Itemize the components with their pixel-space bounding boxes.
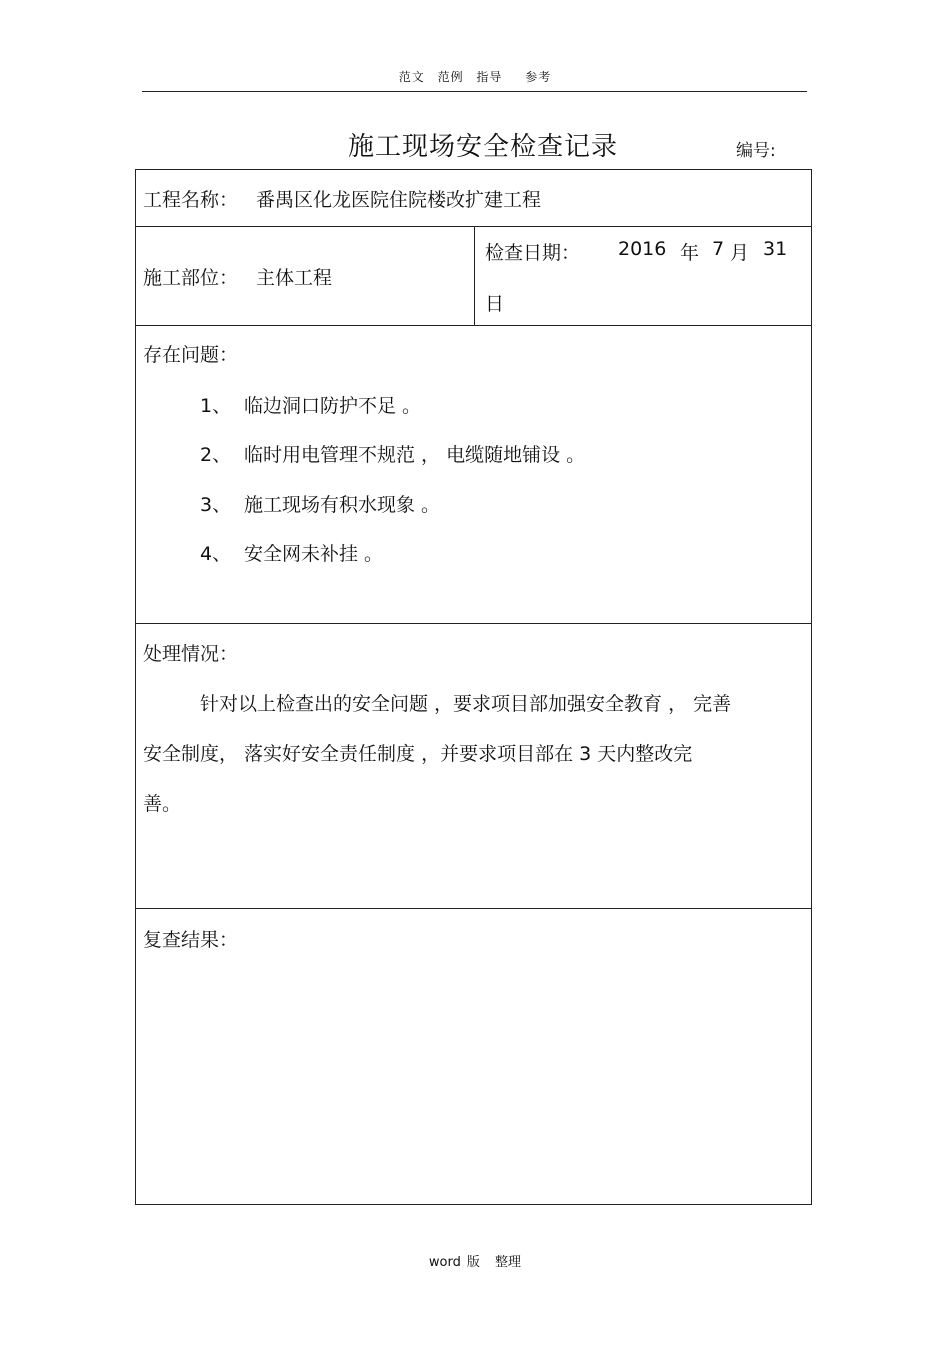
issue-text: 临边洞口防护不足 。 [244, 395, 422, 417]
footer-item: 整理 [495, 1255, 522, 1270]
footer-item: 版 [466, 1255, 480, 1270]
project-name-value: 番禺区化龙医院住院楼改扩建工程 [256, 189, 542, 211]
handling-row [136, 624, 811, 909]
serial-number-label: 编号: [736, 141, 776, 161]
inspection-date-label: 检查日期： [485, 242, 581, 264]
header-item: 范例 [437, 70, 464, 84]
inspection-date-day-unit: 日 [485, 293, 505, 315]
issue-number: 3、 [200, 494, 232, 516]
inspection-form [135, 169, 812, 1205]
inspection-date-month: 7 [712, 238, 725, 260]
document-title: 施工现场安全检查记录 [348, 132, 619, 162]
handling-text-line: 针对以上检查出的安全问题 ，要求项目部加强安全教育 ， 完善 [200, 693, 732, 715]
issues-row [136, 326, 811, 624]
review-row [136, 909, 811, 1206]
handling-text-line: 善。 [143, 793, 182, 815]
column-divider [474, 227, 475, 325]
inspection-date-month-unit: 月 [730, 242, 750, 264]
footer-item: word [428, 1255, 461, 1270]
header-item: 指导 [476, 70, 503, 84]
header-divider [142, 91, 807, 92]
inspection-date-day: 31 [763, 238, 788, 260]
inspection-date-year-unit: 年 [680, 242, 700, 264]
inspection-date-year: 2016 [618, 238, 667, 260]
review-label: 复查结果： [143, 929, 239, 951]
issue-text: 施工现场有积水现象 。 [244, 494, 441, 516]
issue-number: 4、 [200, 543, 232, 565]
page-footer [0, 1251, 950, 1270]
issue-number: 2、 [200, 444, 232, 466]
page-header [0, 68, 950, 85]
issue-text: 临时用电管理不规范 ， 电缆随地铺设 。 [244, 444, 586, 466]
project-row [136, 170, 811, 227]
issue-number: 1、 [200, 395, 232, 417]
handling-text-line: 安全制度， 落实好安全责任制度 ，并要求项目部在 3 天内整改完 [143, 743, 693, 765]
issues-label: 存在问题： [143, 344, 239, 366]
issue-text: 安全网未补挂 。 [244, 543, 384, 565]
header-item: 参考 [525, 70, 552, 84]
section-label: 施工部位： [143, 267, 239, 289]
project-name-label: 工程名称： [143, 189, 239, 211]
section-date-row [136, 227, 811, 326]
header-item: 范文 [398, 70, 425, 84]
handling-label: 处理情况： [143, 643, 239, 665]
section-value: 主体工程 [256, 267, 333, 289]
